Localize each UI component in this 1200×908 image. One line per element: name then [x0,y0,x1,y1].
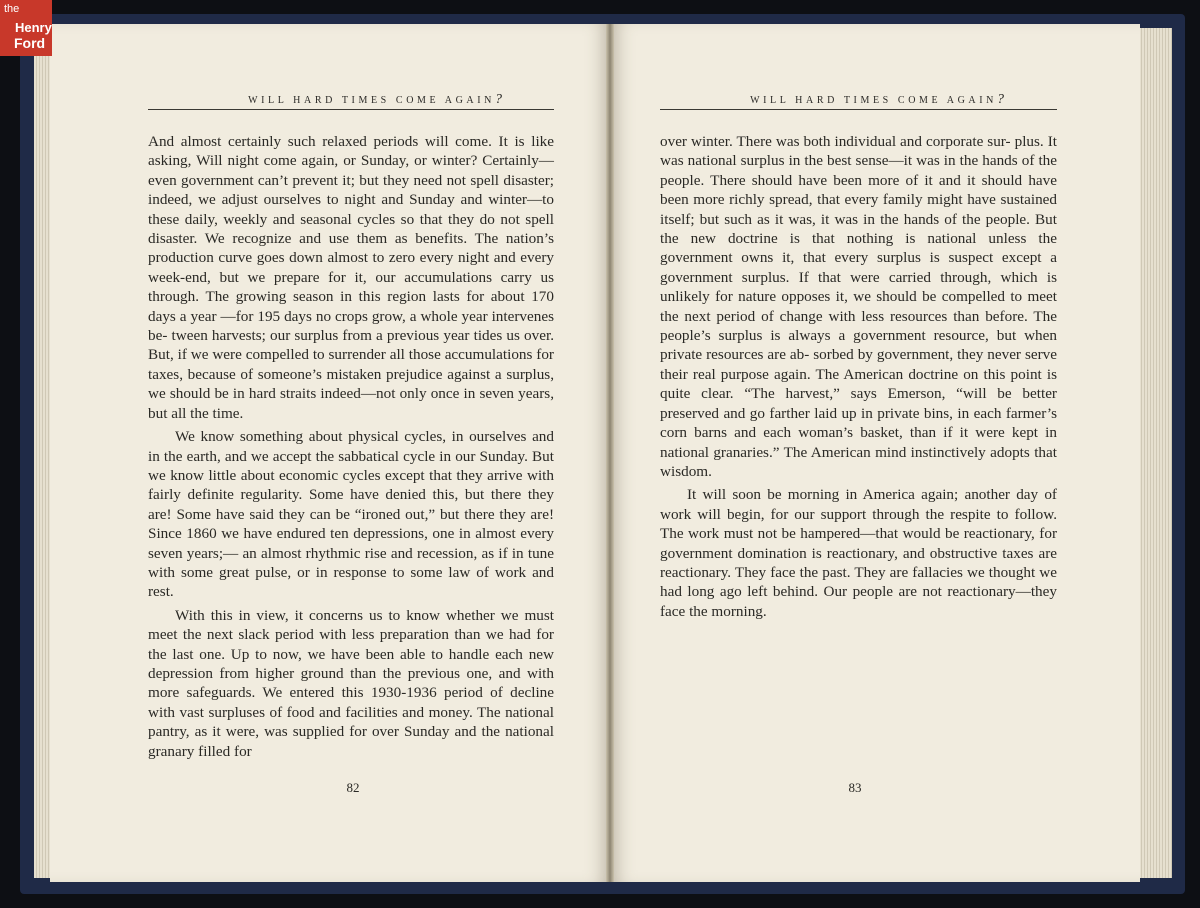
right-paragraph-2: It will soon be morning in America again; another day of work will begin, for our support through the respite to follow. The work must not be hampered—that would be reactionary, for government domination is reactionary, and obstructive taxes are reactionary. They face the past. They are fallacies we thought we had long ago left behind. Our people are not reactionary—they face the morning. [660,486,1057,620]
left-paragraph-2: We know something about physical cycles, in ourselves and in the earth, and we accept the sabbatical cycle in our Sunday. But we know little about economic cycles except that they arrive with fairly definite regularity. Some have denied this, but there they are! Some have said they can be “ironed out,” but there they are! Since 1860 we have endured ten depressions, one in almost every seven years;— an almost rhythmic rise and recession, as if in tune with some great pulse, or in response to some law of work and rest. [148,428,554,601]
left-running-head [150,92,502,108]
right-paragraph-1: over winter. There was both individual and corporate sur- plus. It was national surplus in the best sense—it was in the hands of the people. There should have been more of it and it should have been more richly spread, that every family might have sustained itself; but such as it was, it was in the hands of the people. But the new doctrine is that nothing is national unless the government owns it, that every surplus is suspect except a government surplus. If that were carried through, which is unlikely for nature opposes it, we should be compelled to meet the next period of change with less resources than before. The people’s surplus is always a government resource, but when private resources are ab- sorbed by government, they never serve their real purpose again. The American doctrine on this point is quite clear. “The harvest,” says Emerson, “will be better preserved and go farther laid up in private bins, in each farmer’s corn barns and each woman’s basket, than if it were kept in national granaries.” The American mind instinctively adopts that wisdom. [660,133,1057,480]
left-page-text [148,132,554,761]
left-paragraph-1: And almost certainly such relaxed periods will come. It is like asking, Will night come again, or Sunday, or winter? Certainly—even government can’t prevent it; but they need not spell disaster; indeed, we adjust ourselves to night and Sunday and winter—to these daily, weekly and seasonal cycles so that they do not spell disaster. We recognize and use them as benefits. The nation’s production curve goes down almost to zero every night and every week-end, but we prepare for it, our accumulations carry us through. The growing season in this region lasts for about 170 days a year —for 195 days no crops grow, a whole year intervenes be- tween harvests; our surplus from a previous year tides us over. But, if we were compelled to surrender all those accumulations for taxes, because of someone’s mistaken prejudice against a surplus, we should be in hard straits indeed—not only once in seven years, but all the time. [148,133,554,422]
logo-henry: Henry [15,20,52,35]
left-paragraph-3: With this in view, it concerns us to know whether we must meet the next slack period with less preparation than we had for the last one. Up to now, we have been able to handle each new depression from higher ground than the previous one, and with more safeguards. We entered this 1930-1936 period of decline with vast surpluses of food and facilities and money. The national pantry, as it were, was supplied for over Sunday and the national granary filled for [148,606,554,760]
logo-the: the [4,3,20,15]
left-header-rule [148,109,554,110]
left-running-head-text: WILL HARD TIMES COME AGAIN [248,95,495,106]
left-running-head-mark: ? [495,92,502,107]
logo-ford: Ford [14,35,46,51]
right-running-head [660,92,1004,108]
right-running-head-mark: ? [997,92,1004,107]
left-page-number: 82 [346,780,360,795]
right-page-number: 83 [848,780,862,795]
right-running-head-text: WILL HARD TIMES COME AGAIN [750,95,997,106]
henry-ford-logo [0,0,52,56]
book-spine [606,24,614,882]
right-page-text [660,132,1057,621]
right-header-rule [660,109,1057,110]
